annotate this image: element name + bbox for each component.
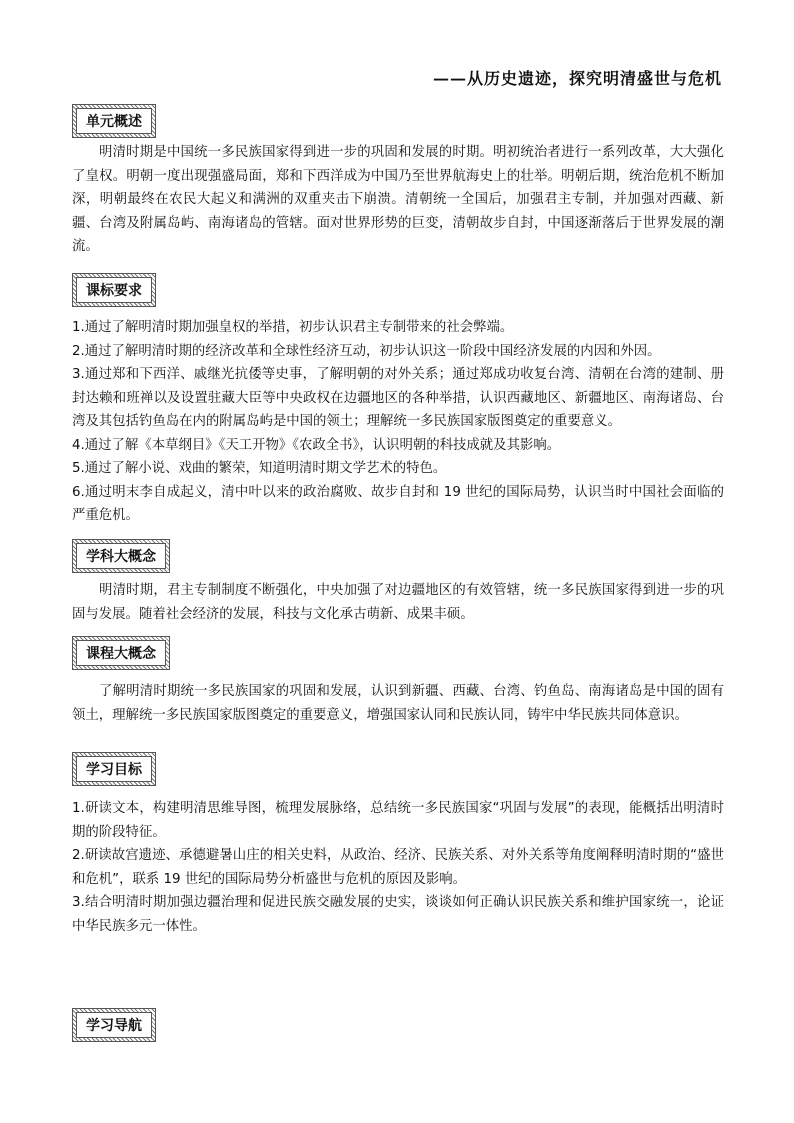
section-label-course (72, 636, 170, 670)
standards-item: 4.通过了解《本草纲目》《天工开物》《农政全书》，认识明朝的科技成就及其影响。 (72, 437, 561, 453)
goals-item: 2.研读故宫遗迹、承德避暑山庄的相关史料，从政治、经济、民族关系、对外关系等角度阐释明清时期的“盛世和危机”，联系 19 世纪的国际局势分析盛世与危机的原因及影响。 (72, 848, 724, 887)
standards-item: 6.通过明末李自成起义，清中叶以来的政治腐败、故步自封和 19 世纪的国际局势，认识当时中国社会面临的严重危机。 (72, 484, 724, 523)
section-label-overview-text: 单元概述 (76, 108, 152, 134)
section-label-standards (72, 273, 156, 307)
standards-list (72, 316, 724, 528)
goals-item: 1.研读文本，构建明清思维导图，梳理发展脉络，总结统一多民族国家“巩固与发展”的表现，能概括出明清时期的阶段特征。 (72, 801, 724, 840)
standards-item: 5.通过了解小说、戏曲的繁荣，知道明清时期文学艺术的特色。 (72, 461, 447, 476)
standards-item: 1.通过了解明清时期加强皇权的举措，初步认识君主专制带来的社会弊端。 (72, 320, 514, 335)
discipline-paragraph: 明清时期，君主专制制度不断强化，中央加强了对边疆地区的有效管辖，统一多民族国家得到进一步的巩固与发展。随着社会经济的发展，科技与文化承古萌新、成果丰硕。 (72, 583, 724, 622)
standards-item: 2.通过了解明清时期的经济改革和全球性经济互动，初步认识这一阶段中国经济发展的内因和外因。 (72, 343, 661, 359)
goals-list (72, 797, 724, 938)
section-label-standards-text: 课标要求 (76, 277, 152, 303)
section-label-overview (72, 104, 156, 138)
section-label-course-text: 课程大概念 (76, 640, 166, 666)
section-label-discipline-text: 学科大概念 (76, 543, 166, 569)
overview-paragraph: 明清时期是中国统一多民族国家得到进一步的巩固和发展的时期。明初统治者进行一系列改革，大大强化了皇权。明朝一度出现强盛局面，郑和下西洋成为中国乃至世界航海史上的壮举。明朝后期，统治危机不断加深，明朝最终在农民大起义和满洲的双重夹击下崩溃。清朝统一全国后，加强君主专制，并加强对西藏、新疆、台湾及附属岛屿、南海诸岛的管辖。面对世界形势的巨变，清朝故步自封，中国逐渐落后于世界发展的潮流。 (72, 145, 724, 254)
goals-item: 3.结合明清时期加强边疆治理和促进民族交融发展的史实，谈谈如何正确认识民族关系和维护国家统一，论证中华民族多元一体性。 (72, 895, 724, 934)
section-label-navigation-text: 学习导航 (76, 1012, 152, 1038)
course-paragraph: 了解明清时期统一多民族国家的巩固和发展，认识到新疆、西藏、台湾、钓鱼岛、南海诸岛是中国的固有领土，理解统一多民族国家版图奠定的重要意义，增强国家认同和民族认同，铸牢中华民族共同体意识。 (72, 684, 724, 723)
section-label-goals-text: 学习目标 (76, 756, 152, 782)
standards-item: 3.通过郑和下西洋、戚继光抗倭等史事，了解明朝的对外关系；通过郑成功收复台湾、清朝在台湾的建制、册封达赖和班禅以及设置驻藏大臣等中央政权在边疆地区的各种举措，认识西藏地区、新疆地区、南海诸岛、台湾及其包括钓鱼岛在内的附属岛屿是中国的领土；理解统一多民族国家版图奠定的重要意义。 (72, 367, 724, 429)
document-subtitle: ——从历史遗迹，探究明清盛世与危机 (432, 69, 722, 88)
section-label-discipline (72, 539, 170, 573)
section-label-navigation (72, 1008, 156, 1042)
section-label-goals (72, 752, 156, 786)
